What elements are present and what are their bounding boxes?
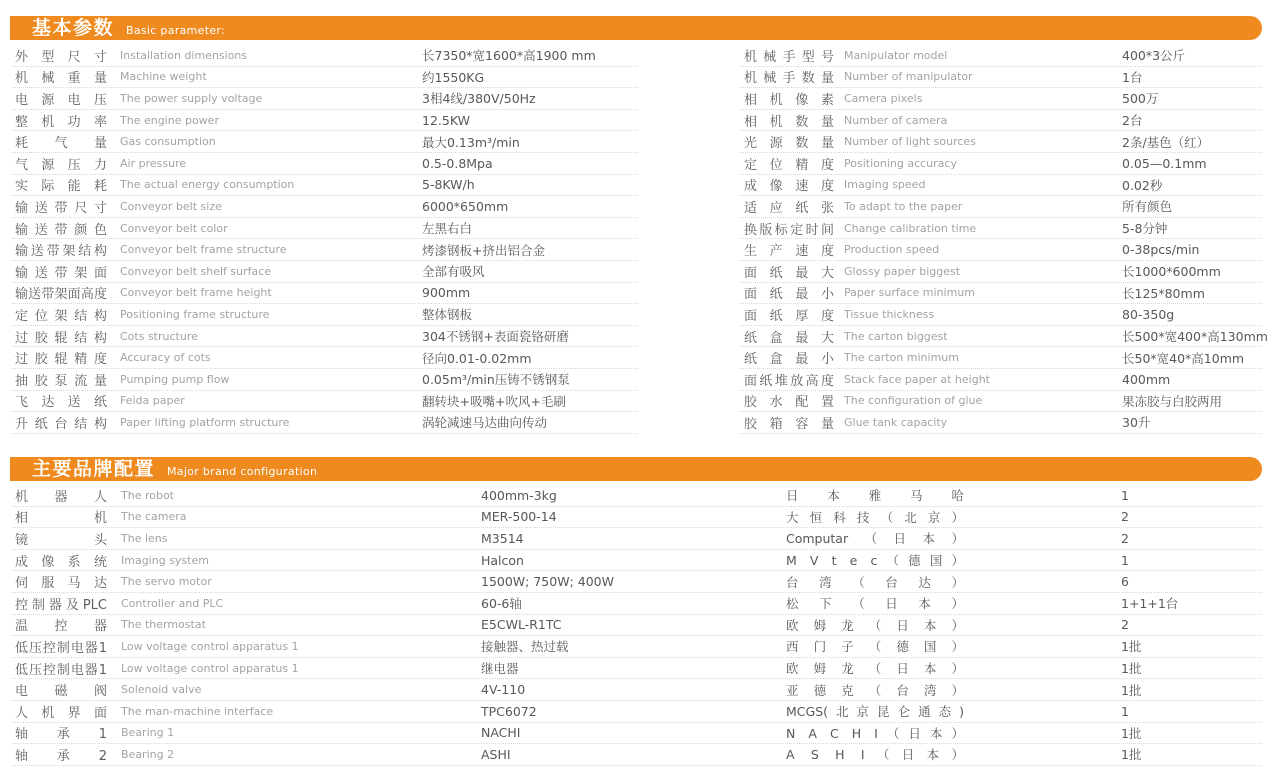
spec-label-en: The carton minimum <box>844 351 959 365</box>
spec-label-zh: 面纸最小 <box>744 287 834 303</box>
spec-row <box>740 261 1262 283</box>
spec-label-zh: 定位架结构 <box>15 308 107 324</box>
brand-label-zh: 低压控制电器1 <box>15 662 107 678</box>
spec-label-zh: 纸盒最小 <box>744 352 834 368</box>
spec-row <box>12 369 638 391</box>
spec-label-zh: 面纸最大 <box>744 265 834 281</box>
spec-value: 烤漆钢板+挤出铝合金 <box>422 242 545 258</box>
spec-value: 2条/基色（红） <box>1122 134 1210 150</box>
spec-value: 所有颜色 <box>1122 199 1173 215</box>
spec-label-zh: 气源压力 <box>15 157 107 173</box>
spec-value: 翻转块+吸嘴+吹风+毛刷 <box>422 393 566 409</box>
spec-label-zh: 面纸厚度 <box>744 308 834 324</box>
spec-row <box>12 45 638 67</box>
brand-label-zh: 轴承2 <box>15 748 107 764</box>
spec-value: 2台 <box>1122 113 1143 129</box>
brand-label-en: Imaging system <box>121 553 209 567</box>
spec-label-en: Paper surface minimum <box>844 286 976 300</box>
spec-value: 长1000*600mm <box>1122 264 1221 280</box>
spec-row <box>740 412 1262 434</box>
brand-row <box>12 528 1262 550</box>
brand-label-en: The lens <box>121 531 168 545</box>
brand-quantity: 1批 <box>1121 747 1142 763</box>
spec-row <box>740 239 1262 261</box>
brand-row <box>12 615 1262 637</box>
brand-name: Computar（日本） <box>786 531 964 547</box>
brand-name: 亚德克（台湾） <box>786 682 964 698</box>
brand-row <box>12 593 1262 615</box>
brand-row <box>12 507 1262 529</box>
brand-label-en: The man-machine interface <box>121 704 274 718</box>
spec-label-zh: 耗气量 <box>15 136 107 152</box>
brand-label-zh: 相机 <box>15 511 107 527</box>
spec-value: 涡轮减速马达曲向传动 <box>422 415 548 431</box>
spec-label-en: The configuration of glue <box>844 394 983 408</box>
spec-label-en: Manipulator model <box>844 48 948 62</box>
spec-label-en: The actual energy consumption <box>120 178 295 192</box>
spec-value: 长125*80mm <box>1122 285 1205 301</box>
spec-label-zh: 机械手型号 <box>744 49 834 65</box>
spec-label-zh: 胶水配置 <box>744 395 834 411</box>
brand-label-en: Solenoid valve <box>121 683 202 697</box>
spec-row <box>12 88 638 110</box>
spec-label-en: The power supply voltage <box>120 91 263 105</box>
spec-value: 整体钢板 <box>422 307 473 323</box>
spec-value: 400mm <box>1122 371 1171 387</box>
spec-value: 500万 <box>1122 91 1159 107</box>
brand-name: 松下（日本） <box>786 596 964 612</box>
spec-label-zh: 纸盒最大 <box>744 330 834 346</box>
spec-label-en: To adapt to the paper <box>844 199 963 213</box>
spec-row <box>12 304 638 326</box>
spec-value: 30升 <box>1122 415 1151 431</box>
spec-row <box>12 196 638 218</box>
spec-row <box>740 88 1262 110</box>
spec-label-en: Number of light sources <box>844 135 976 149</box>
brand-label-zh: 温控器 <box>15 619 107 635</box>
brand-label-en: Low voltage control apparatus 1 <box>121 661 299 675</box>
spec-label-en: Glue tank capacity <box>844 415 948 429</box>
spec-value: 900mm <box>422 285 471 301</box>
brand-name: M V t e c（德国） <box>786 553 964 569</box>
spec-row <box>740 326 1268 348</box>
brand-quantity: 1批 <box>1121 661 1142 677</box>
brand-quantity: 1 <box>1121 703 1129 719</box>
spec-row <box>740 110 1262 132</box>
spec-row <box>740 283 1262 305</box>
brand-name: N A C H I（日本） <box>786 725 964 741</box>
spec-row <box>740 67 1262 89</box>
spec-label-en: Positioning accuracy <box>844 156 957 170</box>
spec-value: 1台 <box>1122 69 1143 85</box>
brand-label-en: Controller and PLC <box>121 596 224 610</box>
spec-value: 0-38pcs/min <box>1122 242 1200 258</box>
spec-value: 长7350*宽1600*高1900 mm <box>422 48 596 64</box>
brand-quantity: 1 <box>1121 487 1129 503</box>
brand-quantity: 2 <box>1121 530 1129 546</box>
spec-label-en: The carton biggest <box>844 329 948 343</box>
spec-row <box>740 218 1262 240</box>
spec-row <box>12 218 638 240</box>
brand-label-zh: 机器人 <box>15 489 107 505</box>
spec-value: 6000*650mm <box>422 198 509 214</box>
spec-label-en: Paper lifting platform structure <box>120 415 290 429</box>
spec-label-en: The engine power <box>120 113 219 127</box>
brand-label-en: Bearing 1 <box>121 726 175 740</box>
brand-row <box>12 636 1262 658</box>
brand-quantity: 1+1+1台 <box>1121 596 1179 612</box>
spec-value: 0.02秒 <box>1122 177 1163 193</box>
brand-label-zh: 低压控制电器1 <box>15 640 107 656</box>
spec-label-en: Feida paper <box>120 394 185 408</box>
spec-label-zh: 胶箱容量 <box>744 416 834 432</box>
spec-row <box>740 391 1262 413</box>
spec-row <box>740 153 1262 175</box>
brand-quantity: 1 <box>1121 552 1129 568</box>
brand-label-zh: 人机界面 <box>15 705 107 721</box>
brand-label-en: Low voltage control apparatus 1 <box>121 639 299 653</box>
spec-label-en: Change calibration time <box>844 221 977 235</box>
spec-label-zh: 相机数量 <box>744 114 834 130</box>
brand-label-zh: 伺服马达 <box>15 576 107 592</box>
brand-row <box>12 744 1262 766</box>
spec-label-en: Glossy paper biggest <box>844 264 961 278</box>
basic-parameter-right-column <box>740 45 1268 434</box>
spec-label-en: Cots structure <box>120 329 198 343</box>
brand-configuration-title-zh: 主要品牌配置 <box>32 457 156 480</box>
brand-row <box>12 723 1262 745</box>
spec-row <box>740 304 1262 326</box>
brand-row <box>12 571 1262 593</box>
spec-label-en: Machine weight <box>120 70 207 84</box>
spec-value: 5-8分钟 <box>1122 221 1168 237</box>
brand-label-zh: 成像系统 <box>15 554 107 570</box>
spec-row <box>12 326 638 348</box>
spec-label-zh: 面纸堆放高度 <box>744 373 834 389</box>
brand-model-value: ASHI <box>481 746 511 762</box>
brand-label-en: The thermostat <box>121 618 206 632</box>
brand-model-value: Halcon <box>481 552 524 568</box>
spec-row <box>12 67 638 89</box>
spec-value: 径向0.01-0.02mm <box>422 350 532 366</box>
brand-name: 大恒科技（北京） <box>786 509 964 525</box>
spec-label-zh: 飞达送纸 <box>15 395 107 411</box>
spec-row <box>12 175 638 197</box>
spec-value: 5-8KW/h <box>422 177 475 193</box>
spec-value: 0.05—0.1mm <box>1122 155 1207 171</box>
spec-label-en: Conveyor belt color <box>120 221 228 235</box>
brand-label-en: The robot <box>121 488 174 502</box>
brand-configuration-section-header <box>10 457 1262 481</box>
spec-row <box>740 131 1262 153</box>
brand-model-value: E5CWL-R1TC <box>481 617 562 633</box>
spec-value: 304不锈钢+表面瓷铬研磨 <box>422 329 569 345</box>
brand-model-value: 接触器、热过载 <box>481 639 569 655</box>
spec-value: 400*3公斤 <box>1122 48 1186 64</box>
spec-value: 3相4线/380V/50Hz <box>422 91 536 107</box>
spec-value: 12.5KW <box>422 112 470 128</box>
spec-label-zh: 输送带颜色 <box>15 222 107 238</box>
spec-label-en: Stack face paper at height <box>844 372 990 386</box>
brand-label-en: The camera <box>121 510 187 524</box>
spec-label-zh: 电源电压 <box>15 92 107 108</box>
spec-label-zh: 输送带架面 <box>15 265 107 281</box>
spec-label-en: Imaging speed <box>844 178 926 192</box>
spec-label-en: Conveyor belt size <box>120 199 222 213</box>
brand-quantity: 6 <box>1121 574 1129 590</box>
brand-row <box>12 485 1262 507</box>
spec-value: 0.05m³/min压铸不锈钢泵 <box>422 372 570 388</box>
spec-label-en: Conveyor belt frame structure <box>120 243 287 257</box>
spec-row <box>740 175 1262 197</box>
brand-model-value: MER-500-14 <box>481 509 557 525</box>
spec-label-en: Positioning frame structure <box>120 307 270 321</box>
spec-label-zh: 过胶辊结构 <box>15 330 107 346</box>
spec-label-en: Production speed <box>844 243 940 257</box>
brand-row <box>12 701 1262 723</box>
brand-row <box>12 679 1262 701</box>
brand-label-en: Bearing 2 <box>121 747 175 761</box>
spec-value: 约1550KG <box>422 69 485 85</box>
brand-label-zh: 控制器及PLC <box>15 597 107 613</box>
brand-label-zh: 镜头 <box>15 532 107 548</box>
spec-value: 长500*宽400*高130mm <box>1122 329 1268 345</box>
brand-label-zh: 轴承1 <box>15 727 107 743</box>
spec-row <box>740 369 1262 391</box>
spec-label-en: Conveyor belt frame height <box>120 286 272 300</box>
brand-quantity: 2 <box>1121 509 1129 525</box>
spec-label-zh: 整机功率 <box>15 114 107 130</box>
brand-configuration-table <box>12 485 1262 766</box>
spec-value: 左黑右白 <box>422 221 473 237</box>
brand-name: A S H I（日本） <box>786 747 964 763</box>
brand-quantity: 1批 <box>1121 725 1142 741</box>
spec-row <box>740 45 1262 67</box>
brand-label-zh: 电磁阀 <box>15 684 107 700</box>
brand-model-value: M3514 <box>481 530 524 546</box>
spec-row <box>12 283 638 305</box>
spec-label-en: Installation dimensions <box>120 48 248 62</box>
spec-row <box>12 239 638 261</box>
spec-label-en: Number of camera <box>844 113 948 127</box>
spec-label-zh: 机械重量 <box>15 71 107 87</box>
basic-parameter-title-en: Basic parameter: <box>126 23 226 37</box>
spec-label-zh: 相机像素 <box>744 92 834 108</box>
spec-label-zh: 适应纸张 <box>744 200 834 216</box>
spec-value: 果冻胶与白胶两用 <box>1122 393 1223 409</box>
basic-parameter-title-zh: 基本参数 <box>32 16 115 39</box>
brand-model-value: TPC6072 <box>481 703 537 719</box>
spec-label-en: Accuracy of cots <box>120 351 211 365</box>
spec-row <box>12 131 638 153</box>
spec-value: 长50*宽40*高10mm <box>1122 350 1245 366</box>
spec-row <box>12 347 638 369</box>
spec-value: 80-350g <box>1122 306 1175 322</box>
spec-label-en: Tissue thickness <box>844 307 935 321</box>
spec-label-zh: 外型尺寸 <box>15 49 107 65</box>
brand-quantity: 2 <box>1121 617 1129 633</box>
brand-model-value: 1500W; 750W; 400W <box>481 574 614 590</box>
spec-value: 0.5-0.8Mpa <box>422 155 493 171</box>
brand-name: 西门子（德国） <box>786 639 964 655</box>
spec-label-en: Number of manipulator <box>844 70 973 84</box>
spec-label-zh: 输送带架面高度 <box>15 287 107 303</box>
spec-row <box>740 347 1262 369</box>
spec-label-zh: 定位精度 <box>744 157 834 173</box>
spec-label-zh: 机械手数量 <box>744 71 834 87</box>
spec-row <box>740 196 1262 218</box>
spec-label-zh: 过胶辊精度 <box>15 352 107 368</box>
brand-model-value: 4V-110 <box>481 682 526 698</box>
spec-label-zh: 抽胶泵流量 <box>15 373 107 389</box>
spec-label-zh: 实际能耗 <box>15 179 107 195</box>
spec-label-zh: 升纸台结构 <box>15 416 107 432</box>
spec-row <box>12 110 638 132</box>
brand-quantity: 1批 <box>1121 682 1142 698</box>
spec-label-en: Gas consumption <box>120 135 216 149</box>
basic-parameter-section-header <box>10 16 1262 40</box>
spec-label-zh: 输送带尺寸 <box>15 200 107 216</box>
brand-model-value: 继电器 <box>481 661 519 677</box>
spec-label-zh: 光源数量 <box>744 136 834 152</box>
spec-value: 全部有吸风 <box>422 264 485 280</box>
brand-label-en: The servo motor <box>121 575 212 589</box>
spec-label-zh: 换版标定时间 <box>744 222 834 238</box>
spec-label-zh: 生产速度 <box>744 244 834 260</box>
brand-name: 欧姆龙（日本） <box>786 661 964 677</box>
spec-label-en: Camera pixels <box>844 91 923 105</box>
spec-row <box>12 261 638 283</box>
brand-row <box>12 550 1262 572</box>
brand-name: MCGS(北京昆仑通态) <box>786 704 964 720</box>
spec-label-en: Air pressure <box>120 156 187 170</box>
brand-model-value: 400mm-3kg <box>481 487 557 503</box>
brand-row <box>12 658 1262 680</box>
spec-label-zh: 成像速度 <box>744 179 834 195</box>
spec-row <box>12 153 638 175</box>
brand-name: 台湾（台达） <box>786 574 964 590</box>
brand-quantity: 1批 <box>1121 639 1142 655</box>
spec-value: 最大0.13m³/min <box>422 134 520 150</box>
brand-name: 日本雅马哈 <box>786 488 964 504</box>
basic-parameter-left-column <box>12 45 638 434</box>
spec-label-en: Pumping pump flow <box>120 372 230 386</box>
brand-name: 欧姆龙（日本） <box>786 617 964 633</box>
spec-label-en: Conveyor belt shelf surface <box>120 264 272 278</box>
brand-model-value: 60-6轴 <box>481 596 522 612</box>
spec-label-zh: 输送带架结构 <box>15 244 107 260</box>
brand-model-value: NACHI <box>481 725 521 741</box>
spec-row <box>12 412 638 434</box>
brand-configuration-title-en: Major brand configuration <box>167 464 318 478</box>
spec-row <box>12 391 638 413</box>
